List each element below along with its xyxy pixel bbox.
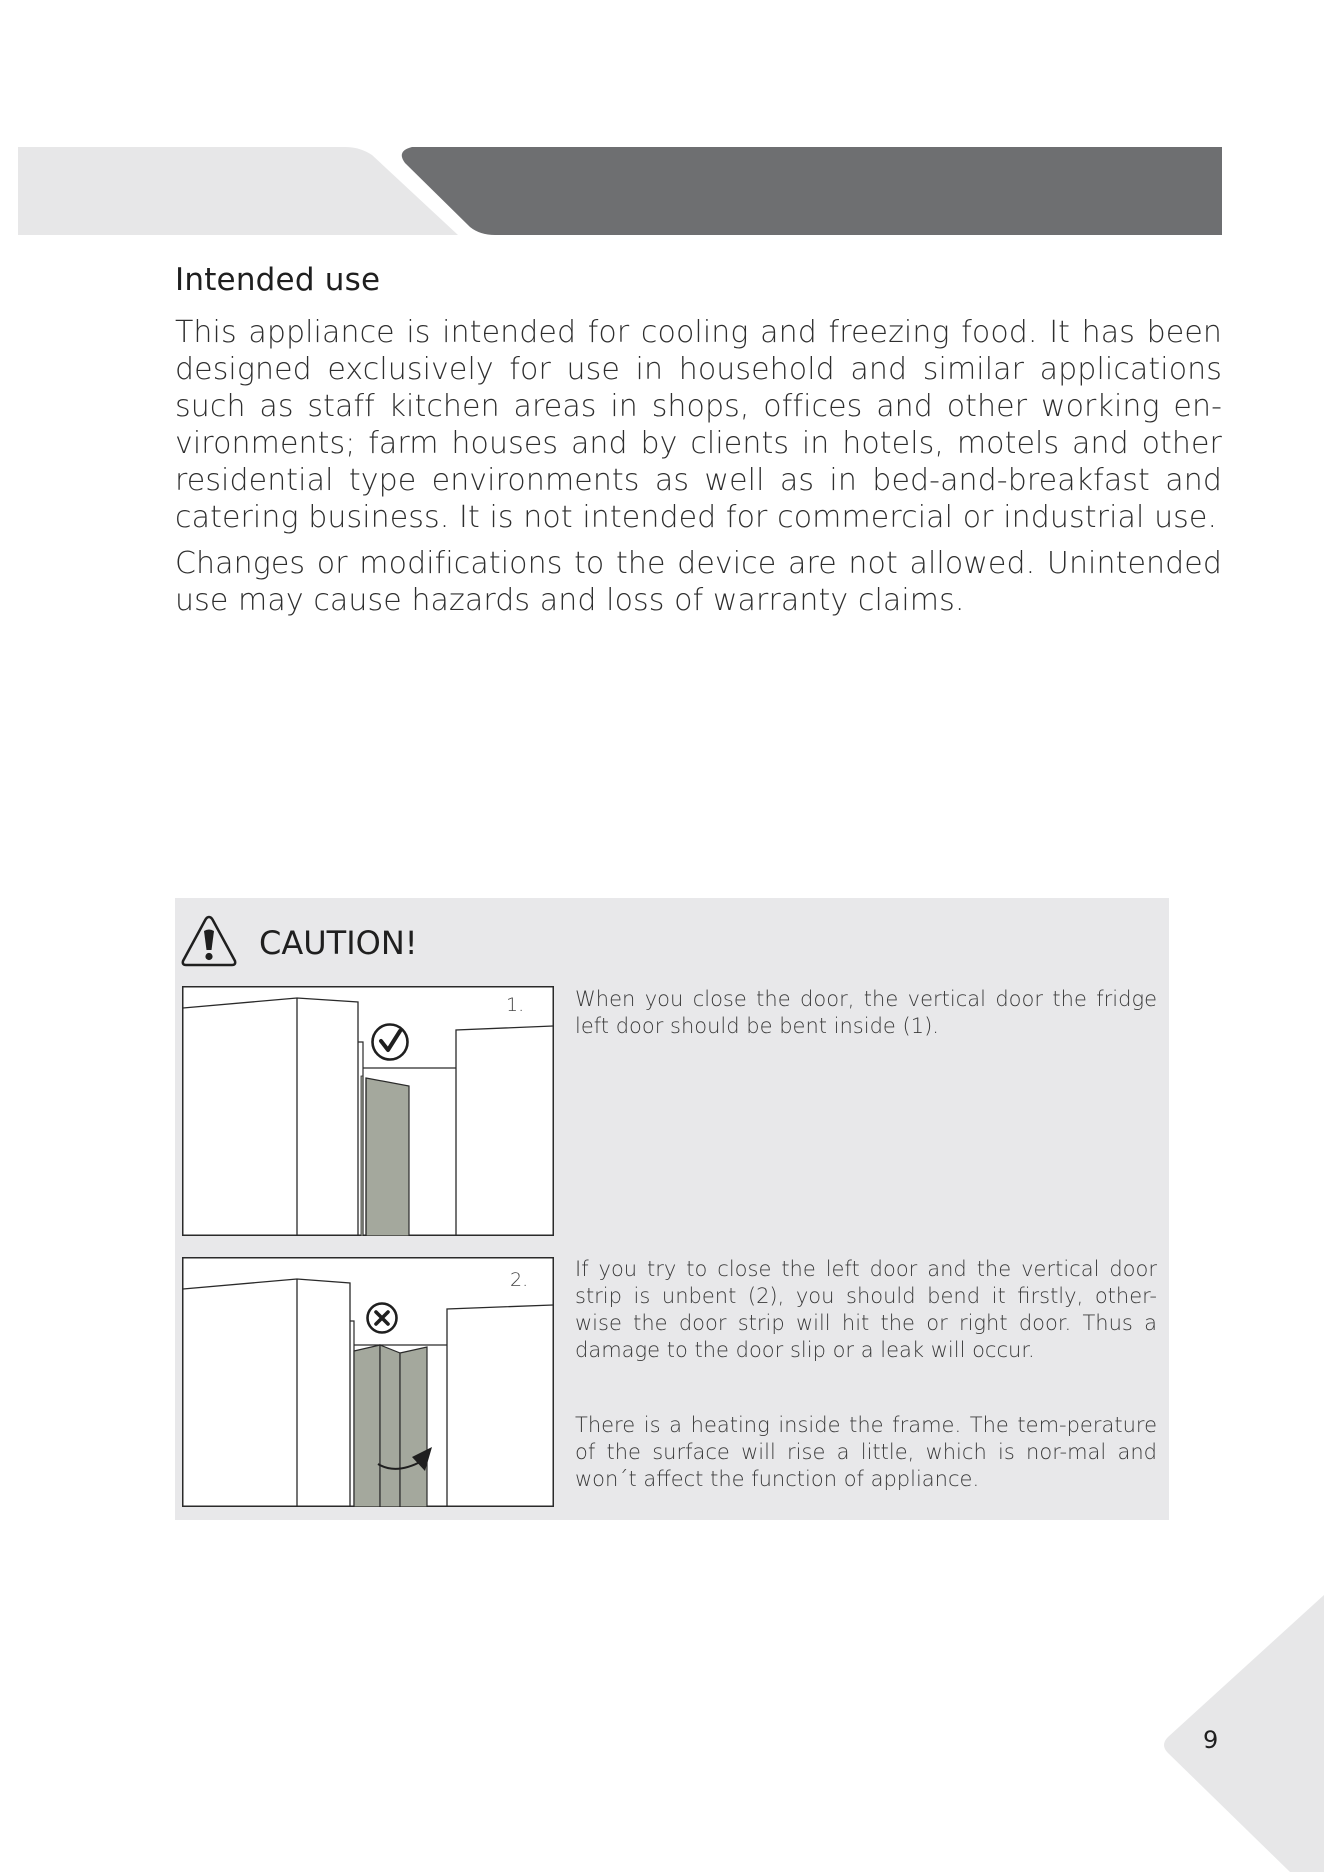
check-circle-icon [370, 1022, 410, 1062]
figure-incorrect-drawing [182, 1257, 554, 1507]
caution-note-2: If you try to close the left door and the vertical door strip is unbent (2), you should bend it firstly, other-wise the door strip will hit the or right door. Thus a damage to the door slip or a leak will occur. [575, 1257, 1157, 1362]
intended-use-paragraph: This appliance is intended for cooling and freezing food. It has been designed exclusively for use in household and similar applications such as staff kitchen areas in shops, offices and other working en-vironments; farm houses and by clients in hotels, motels and other residential type environments as well as in bed-and-breakfast and catering business. It is not intended for commercial or industrial use. [175, 315, 1222, 535]
warning-triangle-icon [180, 914, 238, 968]
figure-number: 1. [506, 994, 525, 1016]
corner-decoration [1160, 1595, 1324, 1872]
header-band-left [18, 147, 458, 235]
figure-correct-drawing [182, 986, 554, 1236]
figure-number: 2. [510, 1269, 529, 1291]
caution-title: CAUTION! [259, 924, 418, 962]
caution-box [175, 898, 1169, 1520]
caution-note-3: There is a heating inside the frame. The tem-perature of the surface will rise a little, which is nor-mal and won´t affect the function of appliance. [575, 1413, 1157, 1491]
header-band [0, 147, 1324, 239]
cross-circle-icon [365, 1301, 399, 1335]
section-heading: Intended use [175, 262, 381, 298]
header-band-right [402, 147, 1222, 235]
modifications-paragraph: Changes or modifications to the device are not allowed. Unintended use may cause hazards and loss of warranty claims. [175, 546, 1222, 618]
figure-incorrect [182, 1257, 554, 1507]
caution-note-1: When you close the door, the vertical door the fridge left door should be bent inside (1). [575, 987, 1157, 1038]
figure-correct [182, 986, 554, 1236]
page-number: 9 [1203, 1726, 1219, 1754]
